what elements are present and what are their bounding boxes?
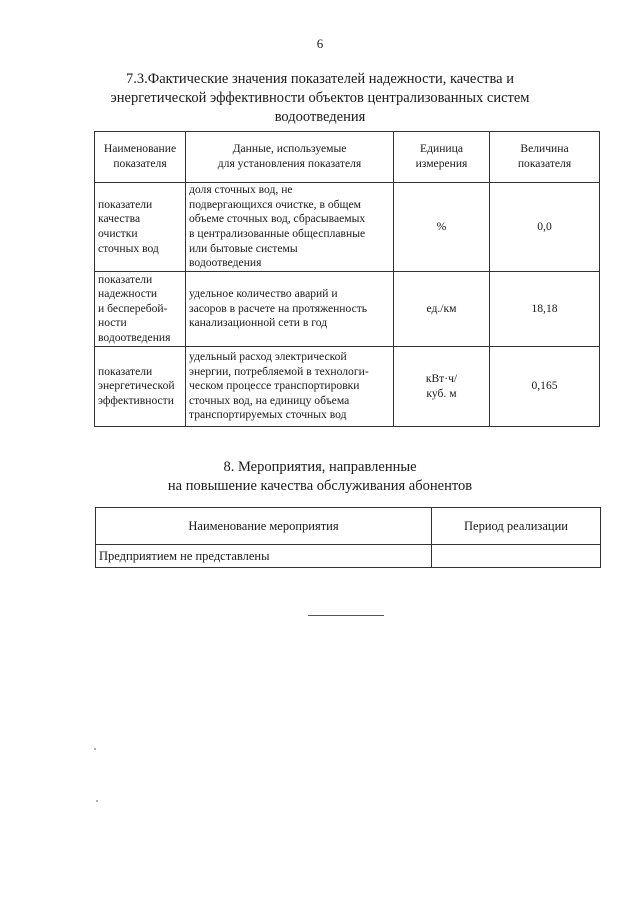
section-7-3-title-line: энергетической эффективности объектов централизованных систем bbox=[110, 90, 530, 106]
header-indicator-name: Наименование показателя bbox=[95, 132, 186, 183]
section-8-title-line: 8. Мероприятия, направленные bbox=[223, 459, 417, 475]
indicator-value-cell: 0,0 bbox=[490, 183, 600, 272]
table-row bbox=[95, 347, 600, 427]
header-measure-name: Наименование мероприятия bbox=[96, 508, 432, 545]
section-7-3-title-line: водоотведения bbox=[274, 109, 366, 125]
measure-period-cell bbox=[432, 545, 601, 568]
indicator-data-cell: удельное количество аварий и засоров в расчете на протяженность канализационной сети в год bbox=[186, 272, 394, 347]
footer-rule bbox=[308, 615, 384, 616]
header-value: Величина показателя bbox=[490, 132, 600, 183]
section-8-title bbox=[60, 458, 580, 496]
scan-speck bbox=[96, 800, 98, 802]
section-7-3-title bbox=[60, 70, 580, 127]
measures-header-row bbox=[96, 508, 601, 545]
section-7-3-title-line: 7.3.Фактические значения показателей надежности, качества и bbox=[126, 71, 514, 87]
indicators-table bbox=[94, 131, 600, 427]
measures-table bbox=[95, 507, 601, 568]
table-row bbox=[95, 272, 600, 347]
indicators-header-row bbox=[95, 132, 600, 183]
indicator-unit-cell: % bbox=[394, 183, 490, 272]
table-row bbox=[95, 183, 600, 272]
indicator-value-cell: 0,165 bbox=[490, 347, 600, 427]
header-unit: Единица измерения bbox=[394, 132, 490, 183]
indicator-unit-cell: кВт·ч/ куб. м bbox=[394, 347, 490, 427]
scan-speck bbox=[94, 748, 96, 750]
indicator-name-cell: показатели энергетической эффективности bbox=[95, 347, 186, 427]
measure-name-cell: Предприятием не представлены bbox=[96, 545, 432, 568]
indicator-value-cell: 18,18 bbox=[490, 272, 600, 347]
header-data-used: Данные, используемые для установления показателя bbox=[186, 132, 394, 183]
indicator-data-cell: удельный расход электрической энергии, потребляемой в технологи- ческом процессе транспортировки сточных вод, на единицу объема транспортируемых сточных вод bbox=[186, 347, 394, 427]
page-number: 6 bbox=[316, 36, 324, 51]
indicator-data-cell: доля сточных вод, не подвергающихся очистке, в общем объеме сточных вод, сбрасываемых в централизованные общесплавные или бытовые системы водоотведения bbox=[186, 183, 394, 272]
indicator-name-cell: показатели надежности и бесперебой- ности водоотведения bbox=[95, 272, 186, 347]
section-8-title-line: на повышение качества обслуживания абонентов bbox=[167, 478, 473, 494]
table-row bbox=[96, 545, 601, 568]
header-period: Период реализации bbox=[432, 508, 601, 545]
indicator-unit-cell: ед./км bbox=[394, 272, 490, 347]
indicator-name-cell: показатели качества очистки сточных вод bbox=[95, 183, 186, 272]
